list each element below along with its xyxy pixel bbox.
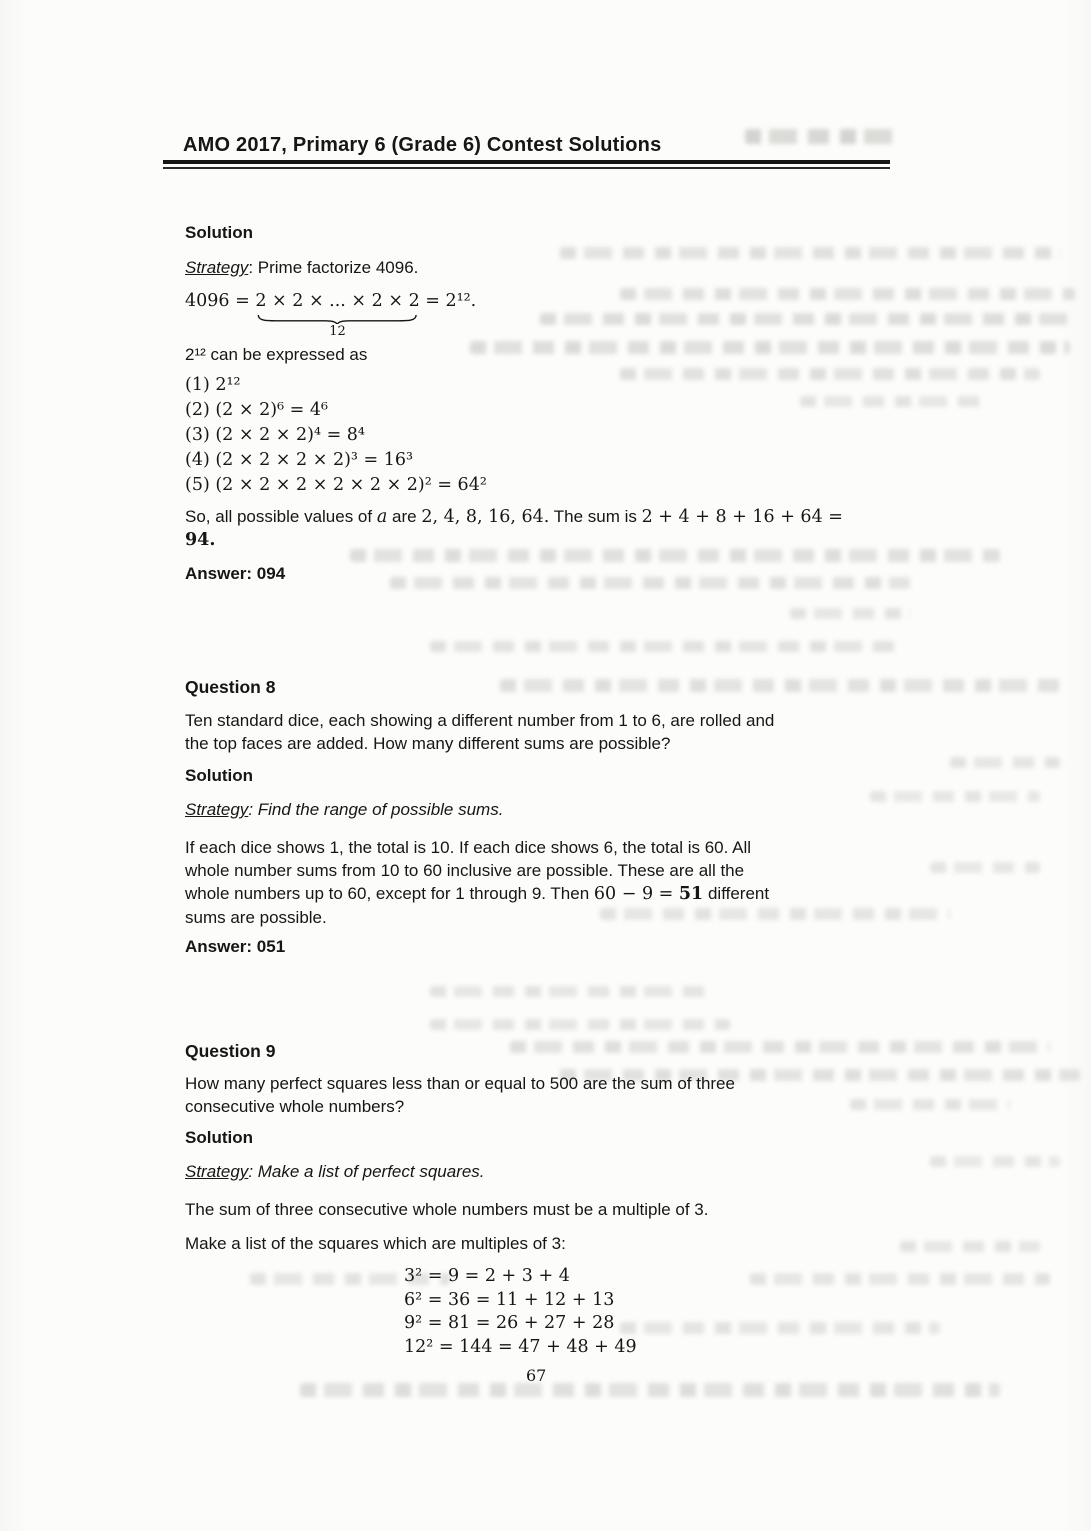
page-number: 67 xyxy=(526,1366,547,1385)
bleedthrough-artifact xyxy=(790,608,910,619)
page-title: AMO 2017, Primary 6 (Grade 6) Contest Solutions xyxy=(183,134,662,156)
variable-a: a xyxy=(376,507,388,527)
question8-body xyxy=(185,709,895,755)
solution8-paragraph xyxy=(185,836,905,929)
question9-line2: consecutive whole numbers? xyxy=(185,1097,405,1116)
bleedthrough-artifact xyxy=(430,1019,730,1030)
solution8-line3-text-b: different xyxy=(703,884,770,903)
question8-line1: Ten standard dice, each showing a different number from 1 to 6, are rolled and xyxy=(185,711,775,730)
equation-suffix: = 2¹². xyxy=(419,291,477,311)
conclusion-values: 2, 4, 8, 16, 64. xyxy=(421,507,550,527)
bleedthrough-artifact xyxy=(950,757,1060,768)
squares-equation-2: 6² = 36 = 11 + 12 + 13 xyxy=(404,1289,615,1310)
braced-expression: 2 × 2 × ... × 2 × 2 xyxy=(255,291,420,311)
bleedthrough-artifact xyxy=(300,1383,1000,1397)
question8-line2: the top faces are added. How many different sums are possible? xyxy=(185,734,671,753)
strategy-label-q9: Strategy xyxy=(185,1162,249,1181)
solution8-line3-text-a: whole numbers up to 60, except for 1 through 9. Then xyxy=(185,884,594,903)
conclusion-sum: 2 + 4 + 8 + 16 + 64 = xyxy=(641,507,843,527)
strategy-line-q8 xyxy=(185,800,503,820)
bleedthrough-artifact xyxy=(560,247,1060,259)
header-rule xyxy=(163,160,890,169)
squares-equation-4: 12² = 144 = 47 + 48 + 49 xyxy=(404,1336,637,1357)
bleedthrough-artifact xyxy=(800,396,990,407)
expressed-text: 2¹² can be expressed as xyxy=(185,345,368,364)
underbrace xyxy=(255,315,419,324)
answer-q7: Answer: 094 xyxy=(185,564,286,583)
solution9-statement1: The sum of three consecutive whole numbers must be a multiple of 3. xyxy=(185,1200,709,1219)
solution-heading-q9: Solution xyxy=(185,1128,253,1147)
question9-heading: Question 9 xyxy=(185,1041,276,1061)
bleedthrough-artifact xyxy=(540,313,1075,325)
bleedthrough-artifact xyxy=(510,1041,1050,1053)
bleedthrough-artifact xyxy=(745,129,903,144)
solution8-line1: If each dice shows 1, the total is 10. If each dice shows 6, the total is 60. All xyxy=(185,838,752,857)
solution-heading: Solution xyxy=(185,223,253,242)
bleedthrough-artifact xyxy=(930,1156,1060,1167)
solution9-statement2: Make a list of the squares which are multiples of 3: xyxy=(185,1234,566,1253)
equation-prefix: 4096 = xyxy=(185,291,256,311)
question9-line1: How many perfect squares less than or equal to 500 are the sum of three xyxy=(185,1074,735,1093)
solution8-line3-math: 60 − 9 = xyxy=(593,884,679,904)
bleedthrough-artifact xyxy=(500,679,1060,692)
strategy-label: Strategy xyxy=(185,258,249,277)
conclusion-text-a: So, all possible values of xyxy=(185,507,377,526)
factorization-option-2: (2) (2 × 2)⁶ = 4⁶ xyxy=(185,400,329,420)
conclusion-text-c: The sum is xyxy=(549,507,642,526)
prime-factorization-equation xyxy=(185,289,476,338)
conclusion-text-b: are xyxy=(387,507,422,526)
solution-heading-q8: Solution xyxy=(185,766,253,785)
bleedthrough-artifact xyxy=(900,1241,1040,1252)
expressed-line xyxy=(185,343,367,366)
solution8-line3-result: 51 xyxy=(678,884,704,904)
bleedthrough-artifact xyxy=(470,341,1070,354)
strategy-text-q8: : Find the range of possible sums. xyxy=(248,800,504,819)
conclusion-paragraph xyxy=(185,505,895,552)
strategy-label-q8: Strategy xyxy=(185,800,249,819)
conclusion-result: 94. xyxy=(185,530,216,550)
bleedthrough-artifact xyxy=(430,986,710,997)
bleedthrough-artifact xyxy=(870,791,1040,802)
underbrace-label: 12 xyxy=(329,324,346,339)
bleedthrough-artifact xyxy=(620,1322,940,1334)
strategy-text-q9: : Make a list of perfect squares. xyxy=(248,1162,485,1181)
squares-equation-1: 3² = 9 = 2 + 3 + 4 xyxy=(404,1266,570,1286)
question9-body xyxy=(185,1072,895,1118)
bleedthrough-artifact xyxy=(390,577,910,589)
squares-equations-list xyxy=(404,1265,637,1359)
squares-equation-3: 9² = 81 = 26 + 27 + 28 xyxy=(404,1313,615,1333)
underbrace-group xyxy=(255,289,419,338)
bleedthrough-artifact xyxy=(620,288,1075,300)
strategy-line xyxy=(185,258,418,278)
factorization-options-list xyxy=(185,373,487,498)
solution8-line3 xyxy=(185,882,905,906)
factorization-option-1: (1) 2¹² xyxy=(185,375,241,395)
strategy-line-q9 xyxy=(185,1162,485,1182)
strategy-text: : Prime factorize 4096. xyxy=(248,258,419,277)
factorization-option-5: (5) (2 × 2 × 2 × 2 × 2 × 2)² = 64² xyxy=(185,475,487,495)
answer-q8: Answer: 051 xyxy=(185,937,286,956)
question8-heading: Question 8 xyxy=(185,677,276,697)
factorization-option-4: (4) (2 × 2 × 2 × 2)³ = 16³ xyxy=(185,450,413,470)
solution8-line4: sums are possible. xyxy=(185,908,327,927)
bleedthrough-artifact xyxy=(750,1273,1050,1285)
bleedthrough-artifact xyxy=(430,641,900,652)
bleedthrough-artifact xyxy=(930,862,1040,873)
bleedthrough-artifact xyxy=(620,368,1040,380)
solution8-line2: whole number sums from 10 to 60 inclusive are possible. These are all the xyxy=(185,861,745,880)
factorization-option-3: (3) (2 × 2 × 2)⁴ = 8⁴ xyxy=(185,425,365,445)
